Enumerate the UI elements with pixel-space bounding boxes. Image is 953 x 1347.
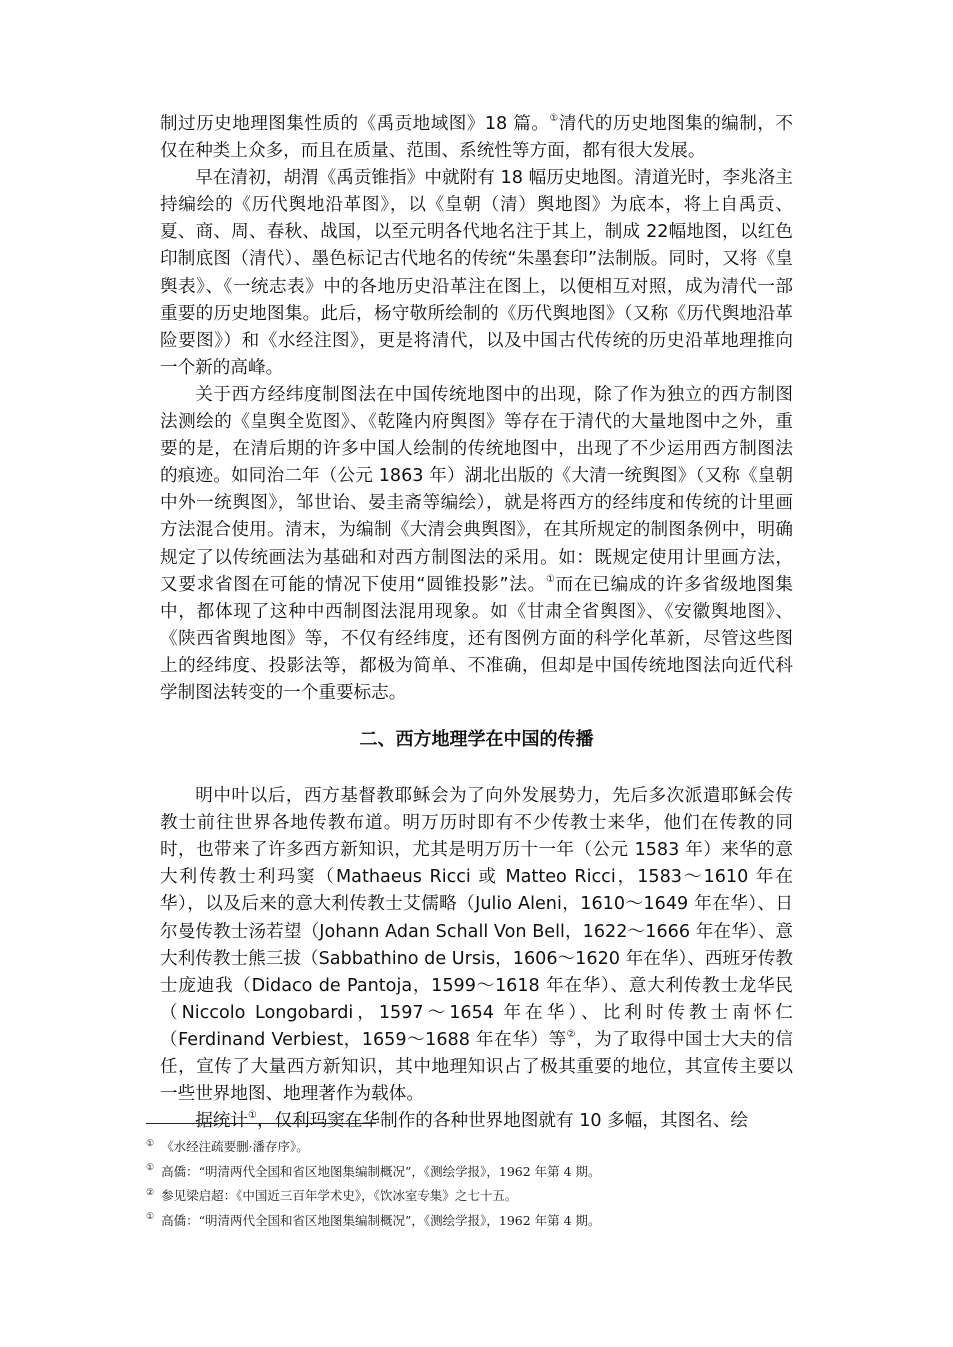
paragraph-text: 明中叶以后，西方基督教耶稣会为了向外发展势力，先后多次派遣耶稣会传教士前往世界各地传教布道。明万历时即有不少传教士来华，他们在传教的同时，也带来了许多西方新知识，尤其是明万历十一年（公元 1583 年）来华的意大利传教士利玛窦（Mathaeus Ricci 或 Matteo Ricci，1583～1610 年在华），以及后来的意大利传教士艾儒略（Julio Aleni，1610～1649 年在华）、日尔曼传教士汤若望（Johann Adan Schall Von Bell，1622～1666 年在华）、意大利传教士熊三拔（Sabbathino de Ursis，1606～1620 年在华）、西班牙传教士庞迪我（Didaco de Pantoja，1599～1618 年在华）、意大利传教士龙华民（Niccolo Longobardi，1597～1654 年在华）、比利时传教士南怀仁（Ferdinand Verbiest，1659～1688 年在华）等 (160, 786, 793, 1050)
paragraph-historical-atlas-intro (160, 111, 793, 165)
paragraph-western-cartography (160, 382, 793, 707)
footnote-text: 参见梁启超：《中国近三百年学术史》，《饮冰室专集》之七十五。 (161, 1188, 518, 1203)
paragraph-qing-historical-atlases (160, 165, 793, 382)
footnote-text: 高僑：“明清两代全国和省区地图集编制概况”，《测绘学报》，1962 年第 4 期。 (161, 1212, 601, 1228)
paragraph-ricci-maps (160, 1108, 793, 1135)
footnote-item (146, 1135, 806, 1160)
footnote-mark: ① (146, 1138, 155, 1149)
paragraph-text: 早在清初，胡渭《禹贡锥指》中就附有 18 幅历史地图。清道光时，李兆洛主持编绘的《历代舆地沿革图》，以《皇朝（清）舆地图》为底本，将上自禹贡、夏、商、周、春秋、战国，以至元明各代地名注于其上，制成 22幅地图，以红色印制底图（清代）、墨色标记古代地名的传统“朱墨套印”法制版。同时，又将《皇舆表》、《一统志表》中的各地历史沿革注在图上，以便相互对照，成为清代一部重要的历史地图集。此后，杨守敬所绘制的《历代舆地图》（又称《历代舆地沿革险要图》）和《水经注图》，更是将清代，以及中国古代传统的历史沿革地理推向一个新的高峰。 (160, 168, 793, 378)
footnote-text: 《水经注疏要删·潘存序》。 (161, 1139, 309, 1154)
footnote-mark: ② (146, 1187, 155, 1198)
footnote-reference[interactable]: ① (549, 113, 559, 125)
paragraph-text: 据统计 (195, 1111, 248, 1132)
paragraph-text: 而在已编成的许多省级地图集中，都体现了这种中西制图法混用现象。如《甘肃全省舆图》、《安徽舆地图》、《陕西省舆地图》等，不仅有经纬度，还有图例方面的科学化革新，尽管这些图上的经纬度、投影法等，都极为简单、不准确，但却是中国传统地图法向近代科学制图法转变的一个重要标志。 (160, 574, 793, 703)
footnote-reference[interactable]: ② (566, 1029, 577, 1041)
footnote-text: 高僑：“明清两代全国和省区地图集编制概况”，《测绘学报》，1962 年第 4 期。 (161, 1163, 601, 1179)
document-body (160, 111, 793, 1135)
footnote-item (146, 1184, 806, 1209)
footnote-item (146, 1160, 806, 1185)
footnote-reference[interactable]: ① (545, 573, 556, 585)
footnote-item (146, 1209, 806, 1234)
footnote-mark: ① (146, 1163, 155, 1174)
footnote-reference[interactable]: ① (247, 1110, 257, 1122)
paragraph-text: ，仅利玛窦在华制作的各种世界地图就有 10 多幅，其图名、绘 (256, 1111, 748, 1132)
paragraph-text: 清代的历史地图集的编制，不仅在种类上众多，而且在质量、范围、系统性等方面，都有很大发展。 (160, 114, 793, 162)
footnote-mark: ① (146, 1212, 155, 1223)
footnote-list (146, 1135, 806, 1233)
paragraph-text: ，为了取得中国士大夫的信任，宣传了大量西方新知识，其中地理知识占了极其重要的地位，其宣传主要以一些世界地图、地理著作为载体。 (160, 1029, 794, 1105)
footnote-divider (146, 1123, 376, 1124)
section-heading: 二、西方地理学在中国的传播 (359, 729, 594, 751)
paragraph-jesuit-missionaries (160, 783, 793, 1108)
paragraph-text: 制过历史地理图集性质的《禹贡地域图》18 篇。 (160, 114, 550, 134)
paragraph-text: 关于西方经纬度制图法在中国传统地图中的出现，除了作为独立的西方制图法测绘的《皇舆全览图》、《乾隆内府舆图》等存在于清代的大量地图中之外，重要的是，在清后期的许多中国人绘制的传统地图中，出现了不少运用西方制图法的痕迹。如同治二年（公元 1863 年）湖北出版的《大清一统舆图》（又称《皇朝中外一统舆图》，邹世诒、晏圭斋等编绘），就是将西方的经纬度和传统的计里画方法混合使用。清末，为编制《大清会典舆图》，在其所规定的制图条例中，明确规定了以传统画法为基础和对西方制图法的采用。如：既规定使用计里画方法，又要求省图在可能的情况下使用“圆锥投影”法。 (160, 384, 793, 595)
